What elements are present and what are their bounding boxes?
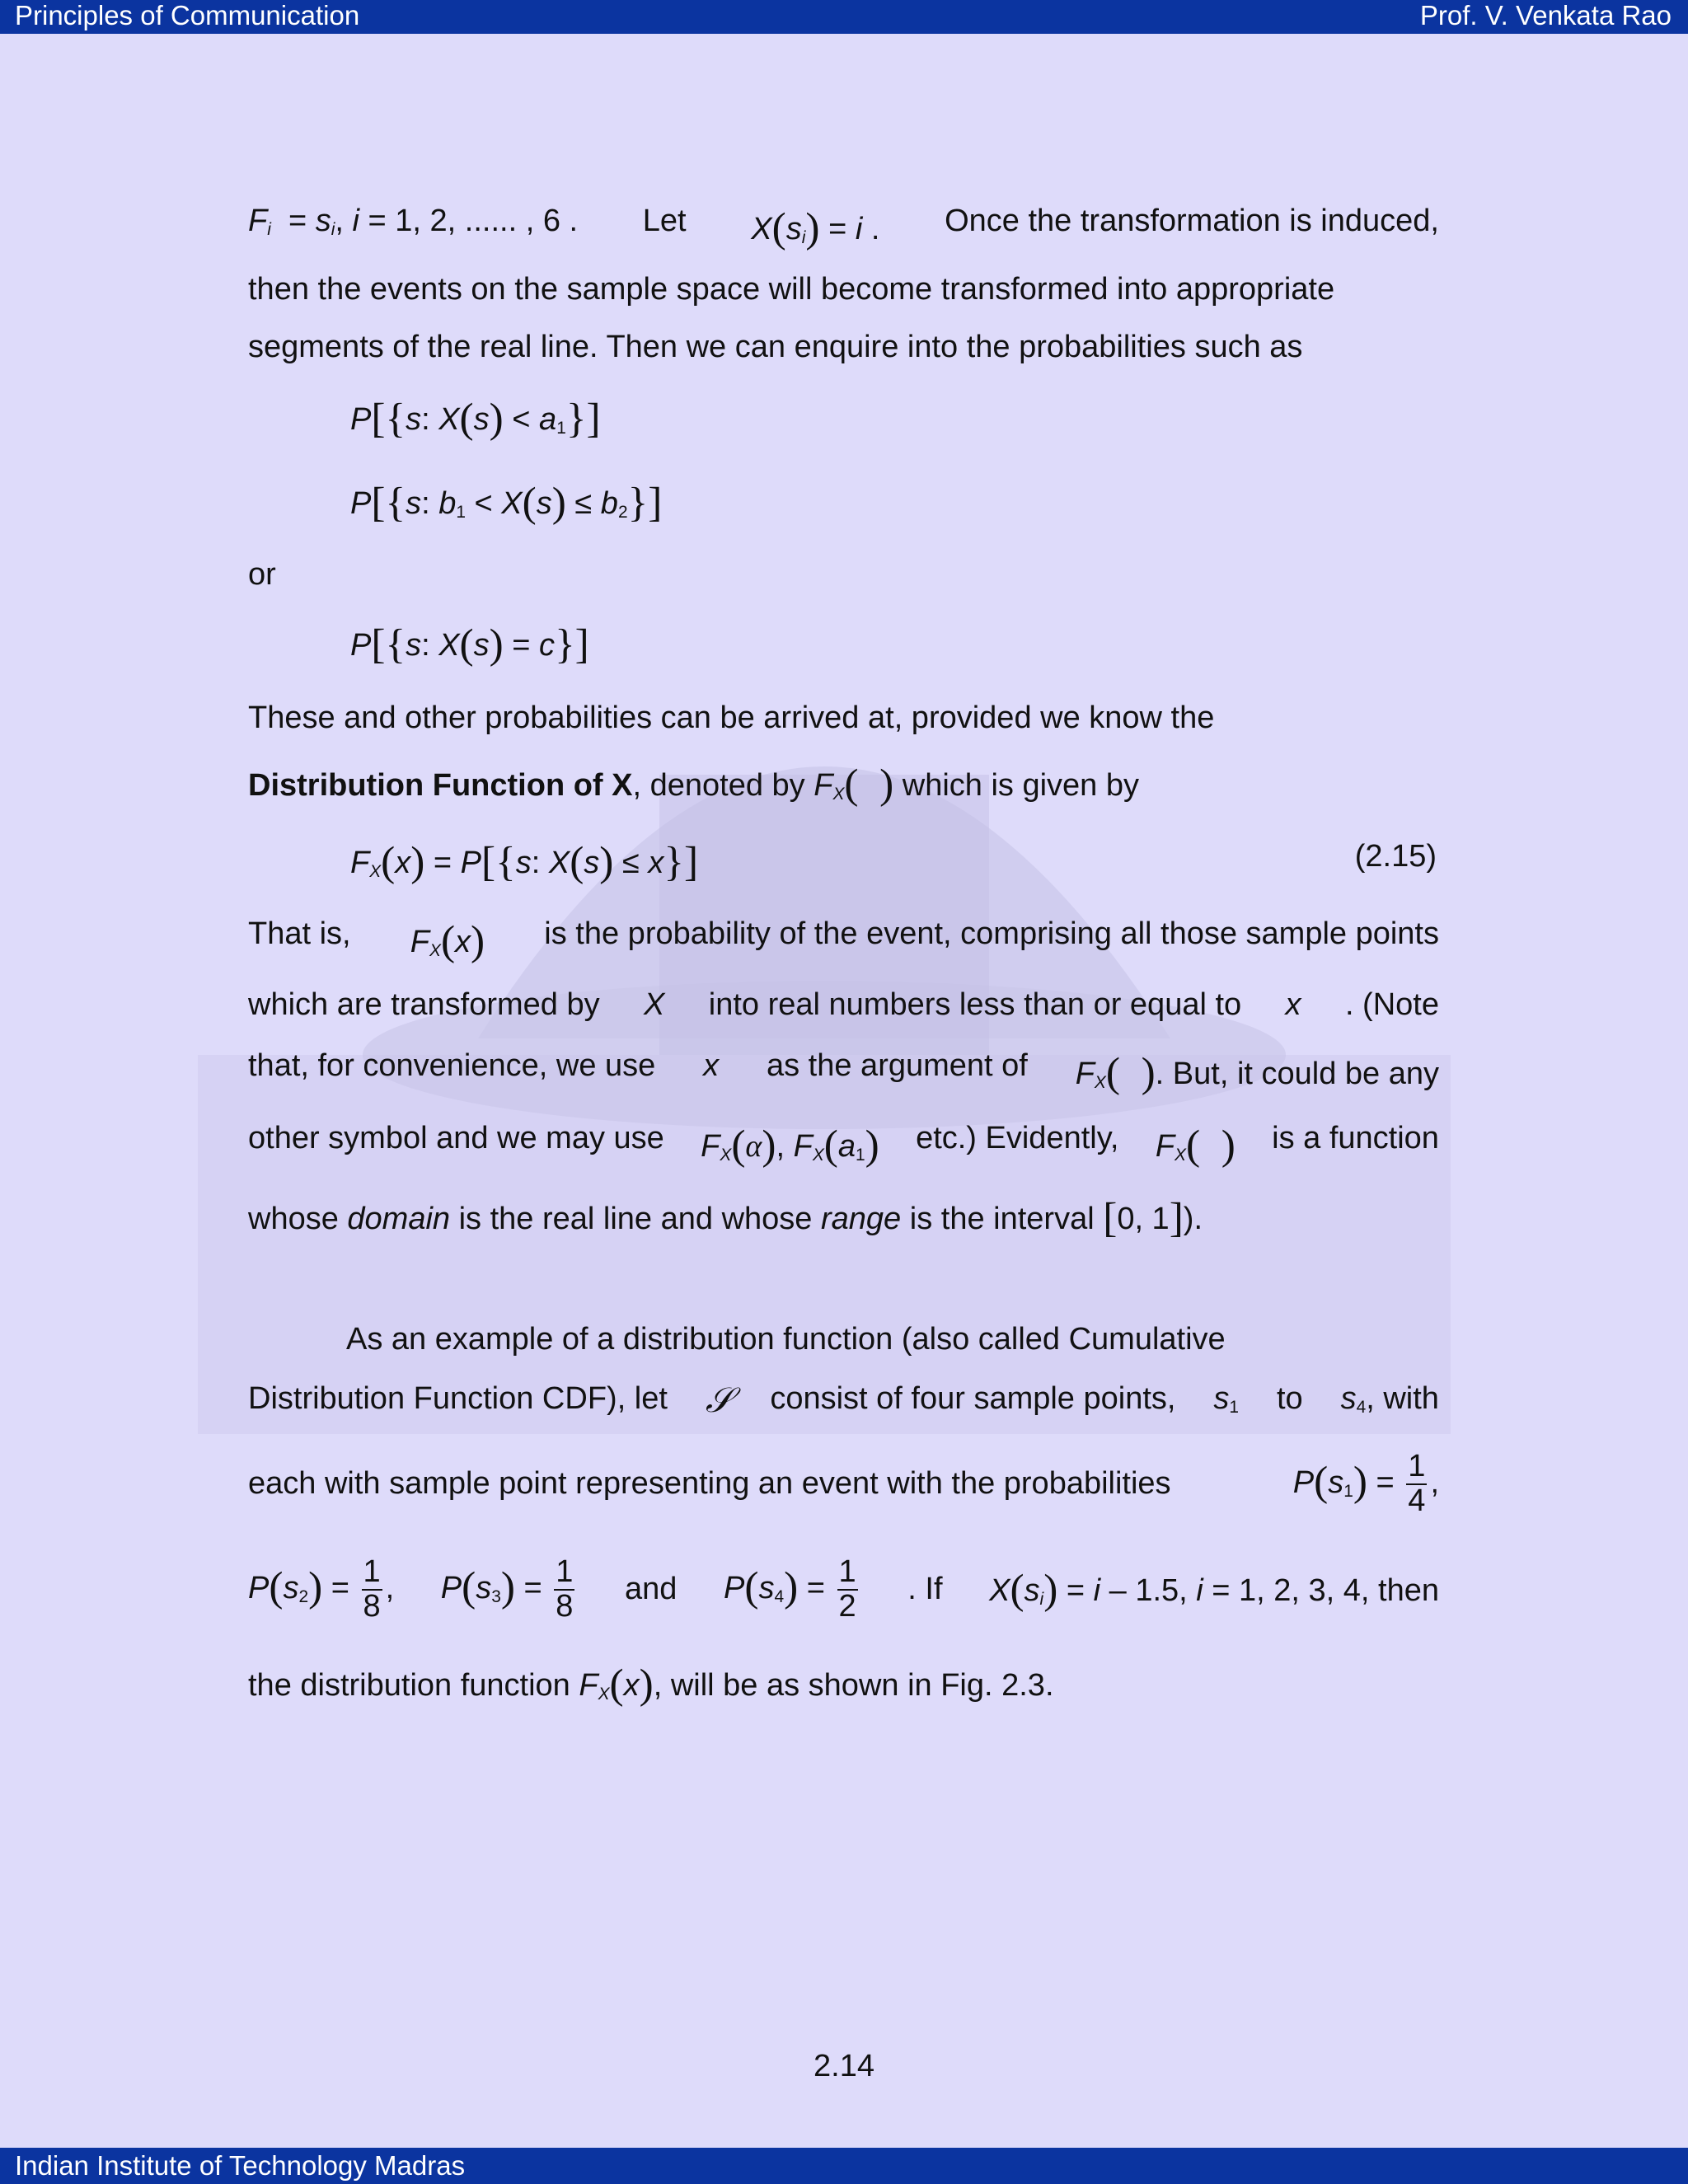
text-line-example-2 [248, 1381, 1439, 1421]
text-which-start: which are transformed by [248, 987, 600, 1022]
text-which-given: which is given by [902, 767, 1140, 803]
text-line-example-3 [248, 1451, 1439, 1518]
symbol-x-arg: x [703, 1048, 720, 1083]
equation-2-15: $F_X(x) = P[\{s$: X(s) ≤ x}] [350, 838, 699, 885]
text-if: . If [907, 1572, 943, 1607]
term-distribution-function: Distribution Function of X [248, 767, 633, 803]
fraction-one-half [837, 1556, 858, 1624]
text-line-whose [248, 1193, 1439, 1242]
fraction-one-eighth-2 [554, 1556, 574, 1624]
text-whose-3: is the interval [909, 1201, 1095, 1236]
text-line-distribution [248, 760, 1439, 808]
equation-prob-a1: P[{s: $X(s) < a_1$}] [350, 395, 601, 442]
course-title: Principles of Communication [15, 0, 360, 30]
denominator: 4 [1408, 1483, 1426, 1518]
symbol-script-s: 𝒮 [705, 1382, 733, 1420]
denominator: 2 [838, 1588, 856, 1624]
text-line-these: These and other probabilities can be arrived at, provided we know the [248, 701, 1215, 735]
equation-x-si: $X(s_i) = i$ . [751, 204, 880, 251]
denominator: 8 [556, 1588, 574, 1624]
text-line-1-tail: Once the transformation is induced, [945, 204, 1439, 238]
text-conv-mid: as the argument of [766, 1048, 1028, 1083]
equation-p-s4: $P(s_4)$ = $\frac{1}{2}$ [724, 1554, 856, 1624]
equation-number: (2.15) [1354, 839, 1437, 874]
institute-name: Indian Institute of Technology Madras [15, 2150, 466, 2181]
equation-p-s1: $P(s_1)$ = $\frac{1}{4}$ , [1292, 1449, 1439, 1518]
numerator: 1 [556, 1554, 574, 1589]
text-line-thatis [248, 916, 1439, 965]
text-line-3: segments of the real line. Then we can enquire into the probabilities such as [248, 330, 1303, 364]
text-ex5-start: the distribution function [248, 1667, 570, 1703]
term-domain: domain [347, 1201, 451, 1236]
text-thatis-tail: is the probability of the event, comprising all those sample points [544, 916, 1439, 951]
term-range: range [821, 1201, 902, 1236]
denominator: 8 [363, 1588, 381, 1624]
text-ex3: each with sample point representing an event with the probabilities [248, 1466, 1171, 1502]
equation-x-si-mapping: $X(s_i) = i - 1.5$, i = 1, 2, 3, 4, then [989, 1566, 1439, 1614]
text-which-end: . (Note [1344, 987, 1439, 1022]
text-which-mid: into real numbers less than or equal to [708, 987, 1242, 1022]
text-line-2: then the events on the sample space will become transformed into appropriate [248, 272, 1335, 307]
symbol-s4: $s_4$, with [1340, 1381, 1439, 1418]
text-line-other [248, 1121, 1439, 1169]
text-whose-2: is the real line and whose [458, 1201, 813, 1236]
page-header [0, 0, 1688, 34]
equation-fi: $F_i = s_i$, i = 1, 2, ...... , 6 . [248, 204, 579, 240]
text-and: and [625, 1572, 678, 1607]
text-whose-end: ). [1183, 1201, 1203, 1236]
fraction-one-eighth [362, 1556, 382, 1624]
text-ex2-mid: consist of four sample points, [770, 1381, 1176, 1416]
numerator: 1 [1408, 1449, 1426, 1483]
text-denoted-by: , denoted by [632, 767, 805, 803]
text-conv-start: that, for convenience, we use [248, 1048, 656, 1083]
text-line-example-4 [248, 1556, 1439, 1624]
equation-p-s2: $P(s_2)$ = $\frac{1}{8}$ , [248, 1554, 395, 1624]
page-footer [0, 2148, 1688, 2184]
equation-p-s3: $P(s_3)$ = $\frac{1}{8}$ [440, 1554, 574, 1624]
text-ex5-end: , will be as shown in Fig. 2.3. [653, 1667, 1054, 1703]
text-then: , then [1360, 1573, 1439, 1609]
numerator: 1 [363, 1554, 381, 1589]
numerator: 1 [838, 1554, 856, 1589]
equation-prob-c: P[{s: X(s) = c}] [350, 621, 589, 668]
symbol-fx-alpha: $F_X(\alpha)$, $F_X(a_1)$ [701, 1122, 879, 1169]
symbol-fx-x: $F_X(x)$ [410, 917, 485, 964]
symbol-x: x [1285, 987, 1301, 1022]
symbol-interval: [0, 1] [1103, 1194, 1184, 1241]
text-line-example-1: As an example of a distribution function (also called Cumulative [346, 1322, 1226, 1357]
text-other-mid: etc.) Evidently, [916, 1121, 1119, 1155]
symbol-fx-x-2: $F_X(x)$ [579, 1661, 654, 1708]
text-other-end: is a function [1272, 1121, 1439, 1155]
symbol-X: X [644, 987, 665, 1022]
word-or: or [248, 557, 276, 592]
text-ex2-to: to [1276, 1381, 1303, 1416]
text-line-1 [248, 204, 1439, 252]
text-line-convenience [248, 1048, 1439, 1097]
text-other-start: other symbol and we may use [248, 1121, 664, 1155]
text-whose-1: whose [248, 1201, 339, 1236]
symbol-fx-blank-2: $F_X$( ). But, it could be any [1075, 1049, 1439, 1096]
fraction-one-quarter [1406, 1451, 1427, 1518]
page-number: 2.14 [814, 2049, 874, 2083]
text-ex2-end: , with [1366, 1381, 1439, 1416]
author-name: Prof. V. Venkata Rao [1419, 0, 1672, 30]
text-line-which [248, 987, 1439, 1023]
text-thatis-start: That is, [248, 916, 351, 951]
text-ex2-start: Distribution Function CDF), let [248, 1381, 668, 1416]
equation-prob-b1-b2: P[{s: $b_1 < X(s) \le b_2$}] [350, 479, 663, 526]
symbol-s1: $s_1$ [1213, 1381, 1240, 1418]
symbol-fx-blank-3: $F_X$( ) [1155, 1122, 1236, 1169]
symbol-fx-blank: $F_X$( ) [814, 761, 894, 808]
text-line-example-5 [248, 1660, 1439, 1708]
word-let: Let [642, 204, 687, 238]
text-conv-end: . But, it could be any [1155, 1056, 1439, 1091]
